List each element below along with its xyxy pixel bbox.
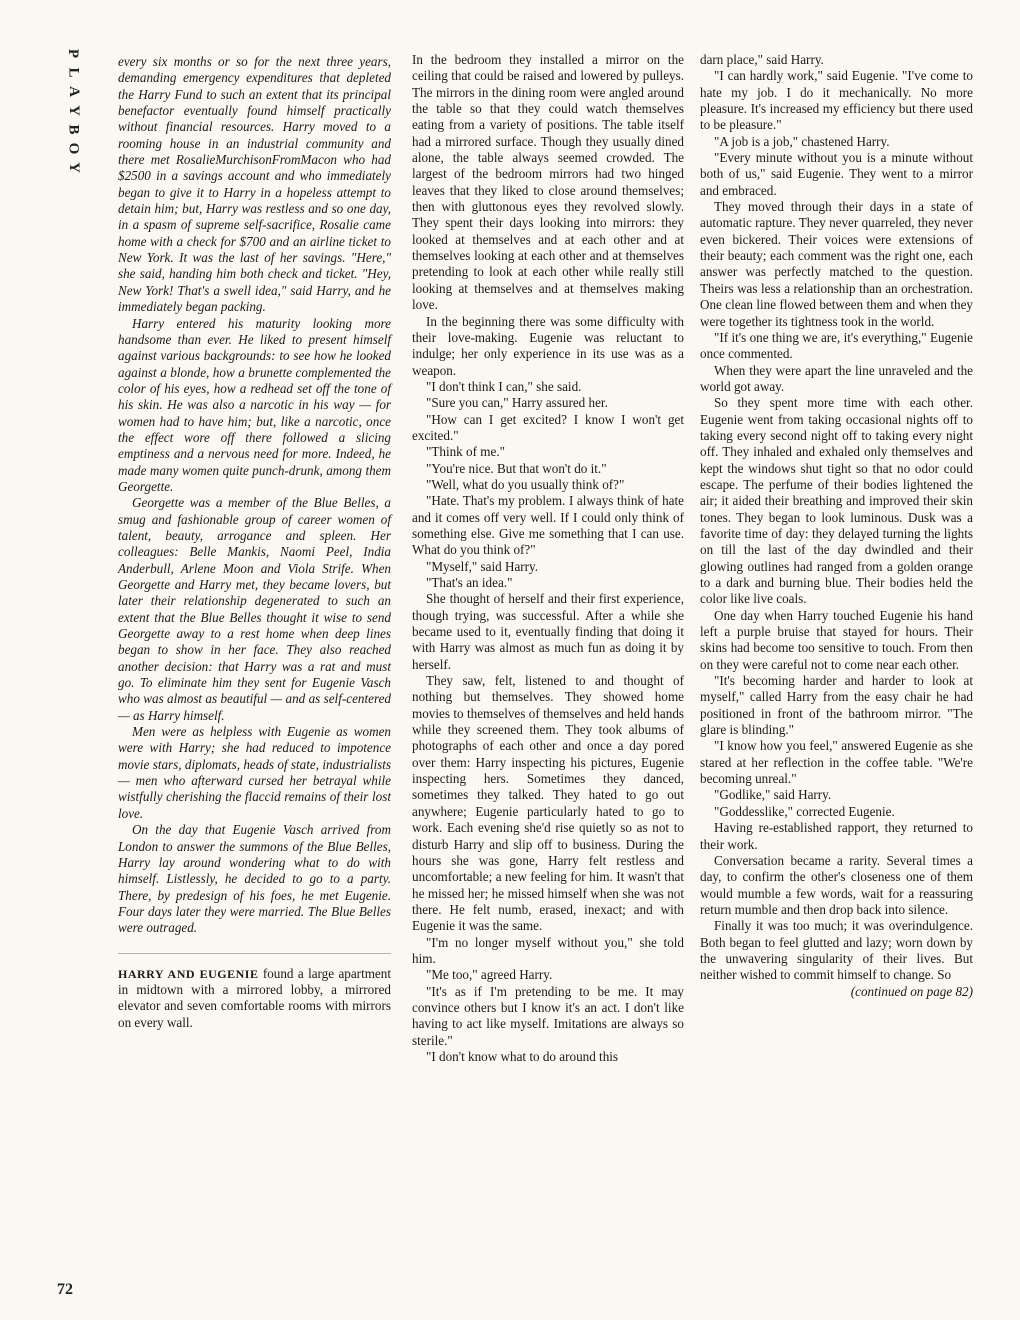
page-number: 72 [57,1281,73,1298]
paragraph: "It's as if I'm pretending to be me. It may convince others but I know it's an act. I don't like having to act like myself. Imitations are always so sterile." [412,983,684,1048]
paragraph: "I can hardly work," said Eugenie. "I've come to hate my job. I do it mechanically. No more pleasure. It's increased my efficiency but there used to be pleasure." [700,68,973,133]
masthead-letter: L [65,67,82,78]
paragraph: One day when Harry touched Eugenie his hand left a purple bruise that stayed for hours. Their skins had become too sensitive to touch. From then on they were careful not to come near each other. [700,607,973,672]
paragraph: "Every minute without you is a minute without both of us," said Eugenie. They went to a mirror and embraced. [700,150,973,198]
paragraph: "Think of me." [426,444,505,460]
paragraph: "I don't think I can," she said. [426,378,582,394]
masthead-letter: B [65,124,82,135]
paragraph: every six months or so for the next three years, demanding emergency expenditures that depleted the Harry Fund to such an extent that its principal benefactor eventually found himself practically without financial resources. Harry moved to a rooming house in an industrial community and there met RosalieMurchisonFromMacon who had $2500 in a savings account and who immediately began to give it to Harry in a hopeless attempt to detain him; but, Harry was restless and so one day, in a spasm of supreme self-sacrifice, Rosalie came home with a check for $700 and an airline ticket to New York. It was the last of her savings. "Here," she said, handing him both check and ticket. "Hey, New York! That's a swell idea," said Harry, and he immediately began packing. [118,54,391,315]
paragraph: On the day that Eugenie Vasch arrived from London to answer the summons of the Blue Belles, Harry lay around wondering what to do with himself. Listlessly, he decided to go to a party. There, by predesign of his foes, he met Eugenie. Four days later they were married. The Blue Belles were outraged. [118,822,391,936]
masthead-letter: P [65,48,82,59]
paragraph: Harry entered his maturity looking more handsome than ever. He liked to present himself against various backgrounds: to see how he looked against a blonde, how a brunette complemented the color of his eyes, how a redhead set off the tone of his skin. He was also a narcotic in his way — for women had to have him; but, like a narcotic, once the effect wore off there followed a slicing emptiness and a nervous need for more. Indeed, he made many women quite punch-drunk, among them Georgette. [118,315,391,494]
paragraph: In the beginning there was some difficulty with their love-making. Eugenie was reluctant to indulge; her only experience in its use was as a weapon. [412,313,684,378]
paragraph: "If it's one thing we are, it's everything," Eugenie once commented. [700,329,973,362]
paragraph: Finally it was too much; it was overindulgence. Both began to feel glutted and lazy; worn down by the unwavering singularity of their lives. But neither wished to commit himself to change. So [700,918,973,983]
column-1 [118,54,391,1031]
masthead-letter: Y [65,162,82,173]
continued-note: (continued on page 82) [850,983,973,999]
paragraph: They moved through their days in a state of automatic rapture. They never quarreled, they never even bickered. Their voices were extensions of their beauty; each comment was the right one, each answer was perfectly matched to the question. Theirs was less a relationship than an orchestration. One clean line flowed between them and when they were together its tightness took in the world. [700,199,973,329]
masthead-letter: A [65,86,82,97]
paragraph: "A job is a job," chastened Harry. [714,133,890,149]
paragraph: Having re-established rapport, they returned to their work. [700,820,973,852]
paragraph: Men were as helpless with Eugenie as women were with Harry; she had reduced to impotence movie stars, diplomats, heads of state, industrialists — men who afterward cursed her betrayal while wistfully cherishing the flaccid remains of their lost love. [118,724,391,821]
paragraph [118,966,391,1031]
magazine-masthead [58,44,88,177]
paragraph: "Goddesslike," corrected Eugenie. [714,803,895,819]
paragraph: "How can I get excited? I know I won't get excited." [412,411,684,443]
masthead-letter: Y [65,105,82,116]
paragraph: "That's an idea." [426,575,513,590]
section-lead-caps: HARRY AND EUGENIE [118,966,259,981]
paragraph: "I know how you feel," answered Eugenie as she stared at her reflection in the coffee table. "We're becoming unreal." [700,738,973,787]
paragraph: So they spent more time with each other. Eugenie went from taking occasional nights off to taking every second night off to taking every night off. They inhaled and exhaled only themselves and kept the windows shut tight so that no odor could escape. The perfume of their bodies lightened the air; it aided their breathing and improved their skin tones. They began to look luminous. Dusk was a favorite time of day: they delayed turning the lights on till the last of the day dwindled and their glowing outlines had ranged from a golden orange to a dark and burning blue. Their bodies held the color like live coals. [700,395,973,607]
paragraph: "You're nice. But that won't do it." [426,460,607,476]
section-divider [118,953,391,954]
paragraph: She thought of herself and their first experience, though trying, was successful. After a while she became used to it, eventually finding that doing it with Harry was almost as much fun as doing it by herself. [412,591,684,672]
paragraph-text: found a large apartment in midtown with a mirrored lobby, a mirrored elevator and seven comfortable rooms with mirrors on every wall. [118,965,391,1030]
column-3 [700,52,973,1000]
paragraph: They saw, felt, listened to and thought of nothing but themselves. They showed home movies to themselves of themselves and held hands while they screened them. They took albums of photographs of each other and once a day pored over them: Harry inspecting his pictures, Eugenie inspecting hers. Sometimes they danced, sometimes they talked. They hated to go out anywhere; Eugenie particularly hated to go to work. Each evening she'd rise quietly so as not to disturb Harry and slip off to business. During the hours she was gone, Harry felt restless and uncomfortable; a new feeling for him. It wasn't that he missed her; he missed himself when she was not there. He felt numb, erased, inexact; and with Eugenie it was the same. [412,673,684,934]
paragraph: In the bedroom they installed a mirror on the ceiling that could be raised and lowered by pulleys. The mirrors in the dining room were angled around the table so that they could watch themselves eating from a variety of positions. The table itself had a mirrored surface. Though they usually dined alone, the table always seemed crowded. The largest of the bedroom mirrors had two hinged leaves that they liked to close around themselves; then with gluttonous eyes they revolved slowly. They spent their days looking into mirrors: they looked at themselves and at each other and at themselves looking at each other and at themselves pretending to look at each other while really still looking at themselves and at themselves making love. [412,52,684,313]
paragraph: "Hate. That's my problem. I always think of hate and it comes off very well. If I could only think of something else. Give me something that I can use. What do you think of?" [412,493,684,558]
paragraph: "I don't know what to do around this [426,1048,619,1064]
paragraph: "Well, what do you usually think of?" [426,476,625,492]
paragraph: "Sure you can," Harry assured her. [426,395,608,411]
paragraph: "I'm no longer myself without you," she told him. [412,934,684,966]
paragraph: "It's becoming harder and harder to look at myself," called Harry from the easy chair he had positioned in front of the bathroom mirror. "The glare is blinding." [700,673,973,738]
paragraph: darn place," said Harry. [700,52,824,67]
paragraph: "Myself," said Harry. [426,558,539,574]
column-2 [412,52,684,1065]
paragraph: When they were apart the line unraveled and the world got away. [700,362,973,394]
masthead-letter: O [65,142,82,155]
paragraph: Conversation became a rarity. Several times a day, to confirm the other's closeness one of them would mumble a few words, wait for a reassuring return mumble and then drop back into silence. [700,852,973,917]
paragraph: "Godlike," said Harry. [714,787,832,803]
paragraph: Georgette was a member of the Blue Belles, a smug and fashionable group of career women of talent, beauty, arrogance and spleen. Her colleagues: Belle Mankis, Naomi Peel, India Anderbull, Arlene Moon and Viola Strife. When Georgette and Harry met, they became lovers, but later their relationship degenerated to such an extent that the Blue Belles thought it wise to send Georgette away to a rest home when deep lines began to show in her face. They also reached another decision: that Harry was a rat and must go. To eliminate him they sent for Eugenie Vasch who was almost as beautiful — and as self-centered — as Harry himself. [118,495,391,723]
paragraph: "Me too," agreed Harry. [426,967,553,983]
